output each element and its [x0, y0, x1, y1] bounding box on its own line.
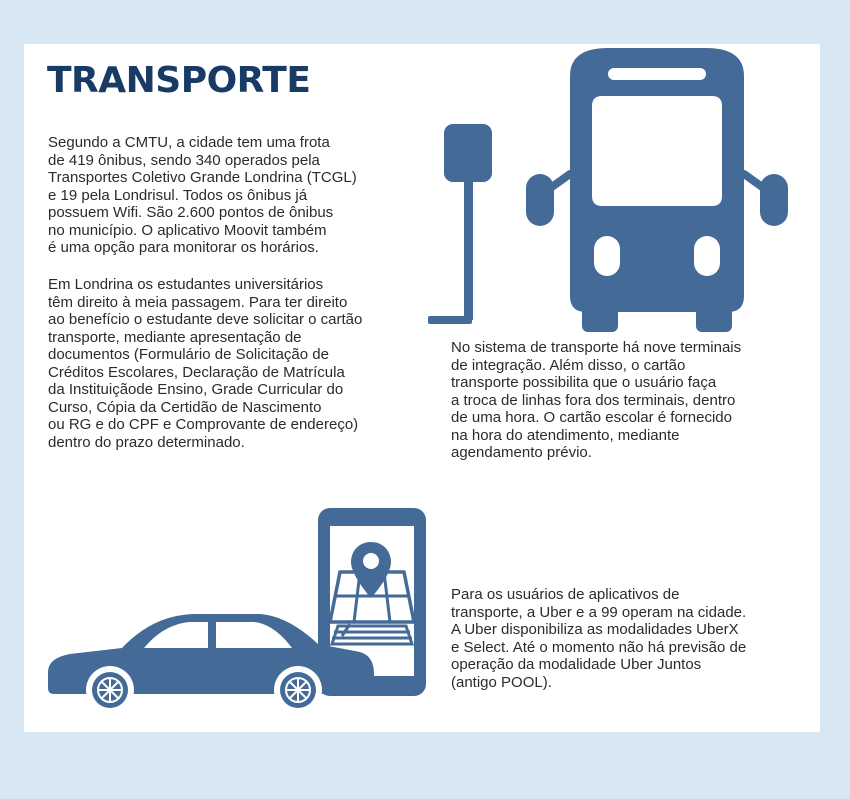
- text-line: e Select. Até o momento não há previsão de: [451, 638, 747, 656]
- text-line: têm direito à meia passagem. Para ter direito: [48, 293, 348, 311]
- text-line: Créditos Escolares, Declaração de Matrícula: [48, 363, 345, 381]
- text-line: ao benefício o estudante deve solicitar o cartão: [48, 311, 363, 328]
- text-line: Para os usuários de aplicativos de: [451, 586, 680, 603]
- text-line: de uma hora. O cartão escolar é fornecido: [451, 409, 732, 426]
- bus-stop-sign-icon: [424, 120, 504, 332]
- paragraph-terminals: [451, 339, 801, 462]
- text-line: transporte, mediante apresentação de: [48, 328, 302, 346]
- text-line: transporte possibilita que o usuário faça: [451, 374, 717, 391]
- text-line: (antigo POOL).: [451, 673, 552, 691]
- bus-icon: [512, 44, 802, 336]
- text-line: ou RG e do CPF e Comprovante de endereço): [48, 416, 359, 433]
- text-line: Em Londrina os estudantes universitários: [48, 276, 324, 293]
- paragraph-ride-apps: [451, 586, 811, 691]
- page-title: TRANSPORTE: [47, 60, 311, 101]
- text-line: Curso, Cópia da Certidão de Nascimento: [48, 398, 322, 416]
- text-line: é uma opção para monitorar os horários.: [48, 239, 319, 256]
- paragraph-bus-fleet: [48, 134, 428, 257]
- text-line: Transportes Coletivo Grande Londrina (TCGL): [48, 169, 357, 186]
- text-line: de integração. Além disso, o cartão: [451, 356, 686, 374]
- text-line: e 19 pela Londrisul. Todos os ônibus já: [48, 186, 308, 204]
- text-line: dentro do prazo determinado.: [48, 433, 245, 451]
- text-line: a troca de linhas fora dos terminais, dentro: [451, 391, 736, 409]
- text-line: no município. O aplicativo Moovit também: [48, 221, 327, 239]
- text-line: transporte, a Uber e a 99 operam na cidade.: [451, 603, 747, 621]
- text-line: operação da modalidade Uber Juntos: [451, 656, 702, 673]
- text-line: No sistema de transporte há nove terminais: [451, 339, 742, 356]
- paragraph-student-pass: [48, 276, 438, 451]
- text-line: de 419 ônibus, sendo 340 operados pela: [48, 151, 320, 169]
- text-line: A Uber disponibiliza as modalidades UberX: [451, 621, 739, 638]
- car-icon: [40, 610, 380, 716]
- text-line: agendamento prévio.: [451, 444, 592, 461]
- map-pin-icon: [348, 540, 394, 602]
- text-line: na hora do atendimento, mediante: [451, 426, 680, 444]
- text-line: possuem Wifi. São 2.600 pontos de ônibus: [48, 204, 334, 221]
- text-line: documentos (Formulário de Solicitação de: [48, 346, 329, 363]
- text-line: da Instituiçãode Ensino, Grade Curricular do: [48, 381, 344, 398]
- text-line: Segundo a CMTU, a cidade tem uma frota: [48, 134, 330, 151]
